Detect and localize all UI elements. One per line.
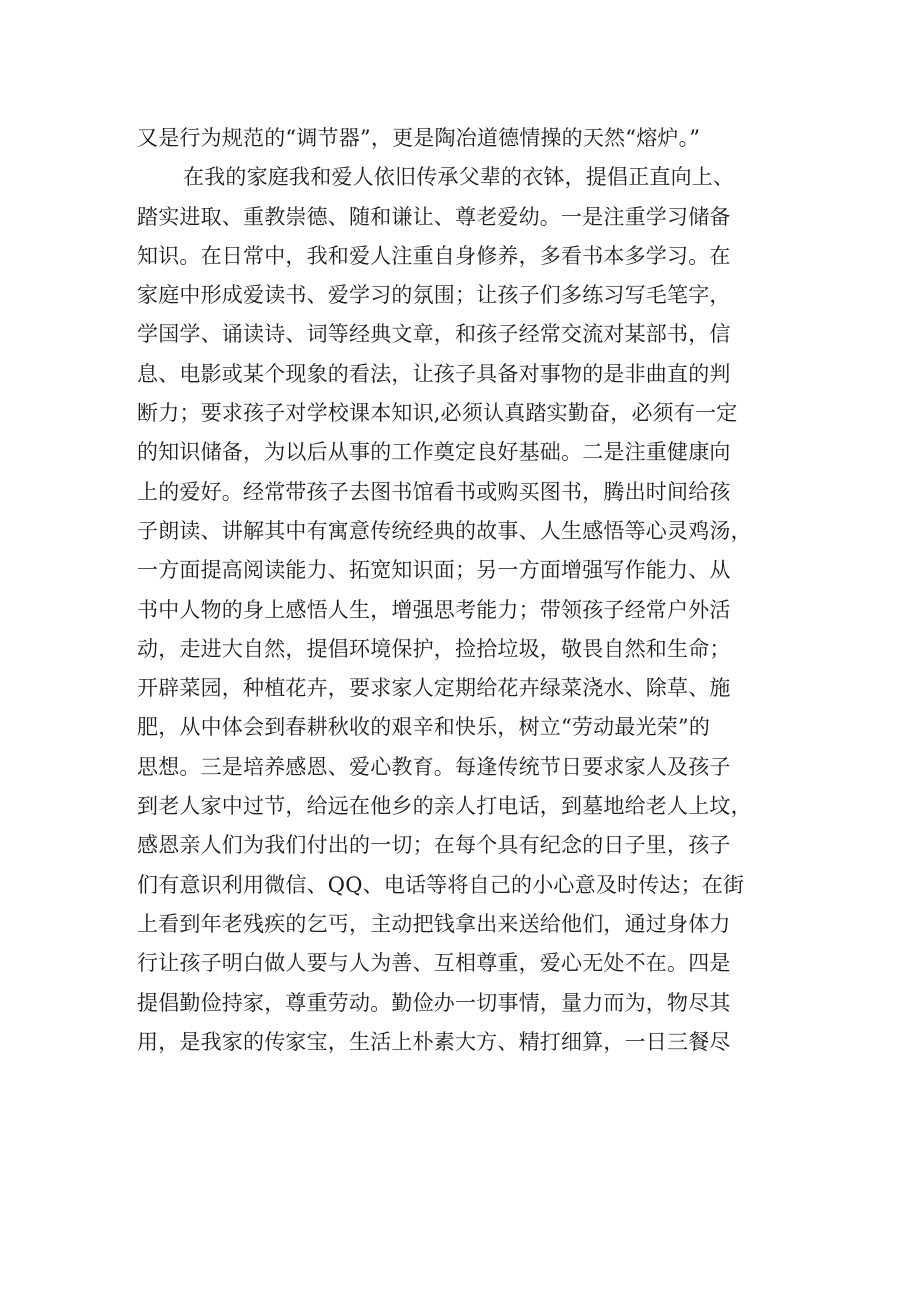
- text-line: 行让孩子明白做人要与人为善、互相尊重，爱心无处不在。四是: [137, 951, 731, 976]
- text-line: 用，是我家的传家宝，生活上朴素大方、精打细算，一日三餐尽: [137, 1029, 731, 1054]
- text-line: 学国学、诵读诗、词等经典文章，和孩子经常交流对某部书，信: [137, 322, 731, 347]
- text-line: 的知识储备，为以后从事的工作奠定良好基础。二是注重健康向: [137, 440, 731, 465]
- text-line: 们有意识利用微信、QQ、电话等将自己的小心意及时传达；在街: [137, 872, 745, 897]
- text-line: 肥，从中体会到春耕秋收的艰辛和快乐，树立“劳动最光荣”的: [137, 715, 711, 740]
- text-line: 动，走进大自然，提倡环境保护，捡拾垃圾，敬畏自然和生命；: [137, 636, 731, 661]
- text-line: 提倡勤俭持家，尊重劳动。勤俭办一切事情，量力而为，物尽其: [137, 990, 731, 1015]
- text-line: 感恩亲人们为我们付出的一切；在每个具有纪念的日子里，孩子: [137, 833, 731, 858]
- text-line: 书中人物的身上感悟人生，增强思考能力；带领孩子经常户外活: [137, 597, 731, 622]
- text-line: 息、电影或某个现象的看法，让孩子具备对事物的是非曲直的判: [137, 361, 731, 386]
- text-line: 一方面提高阅读能力、拓宽知识面；另一方面增强写作能力、从: [137, 558, 731, 583]
- text-line: 思想。三是培养感恩、爱心教育。每逢传统节日要求家人及孩子: [137, 754, 731, 779]
- text-line: 知识。在日常中，我和爱人注重自身修养，多看书本多学习。在: [137, 243, 731, 268]
- text-line: 开辟菜园，种植花卉，要求家人定期给花卉绿菜浇水、除草、施: [137, 676, 731, 701]
- text-line: 上的爱好。经常带孩子去图书馆看书或购买图书，腾出时间给孩: [137, 479, 731, 504]
- text-line: 踏实进取、重教崇德、随和谦让、尊老爱幼。一是注重学习储备: [137, 204, 731, 229]
- text-line: 子朗读、讲解其中有寓意传统经典的故事、人生感悟等心灵鸡汤，: [137, 518, 752, 543]
- body-text: [137, 119, 797, 1062]
- text-line: 上看到年老残疾的乞丐，主动把钱拿出来送给他们，通过身体力: [137, 911, 731, 936]
- text-line: 到老人家中过节，给远在他乡的亲人打电话，到墓地给老人上坟，: [137, 794, 752, 819]
- text-line: 家庭中形成爱读书、爱学习的氛围；让孩子们多练习写毛笔字，: [137, 283, 731, 308]
- paragraph-first-line: 在我的家庭我和爱人依旧传承父辈的衣钵，提倡正直向上、: [183, 165, 735, 190]
- text-line: 又是行为规范的“调节器”，更是陶冶道德情操的天然“熔炉。”: [137, 126, 701, 150]
- text-line: 断力；要求孩子对学校课本知识,必须认真踏实勤奋，必须有一定: [137, 401, 738, 426]
